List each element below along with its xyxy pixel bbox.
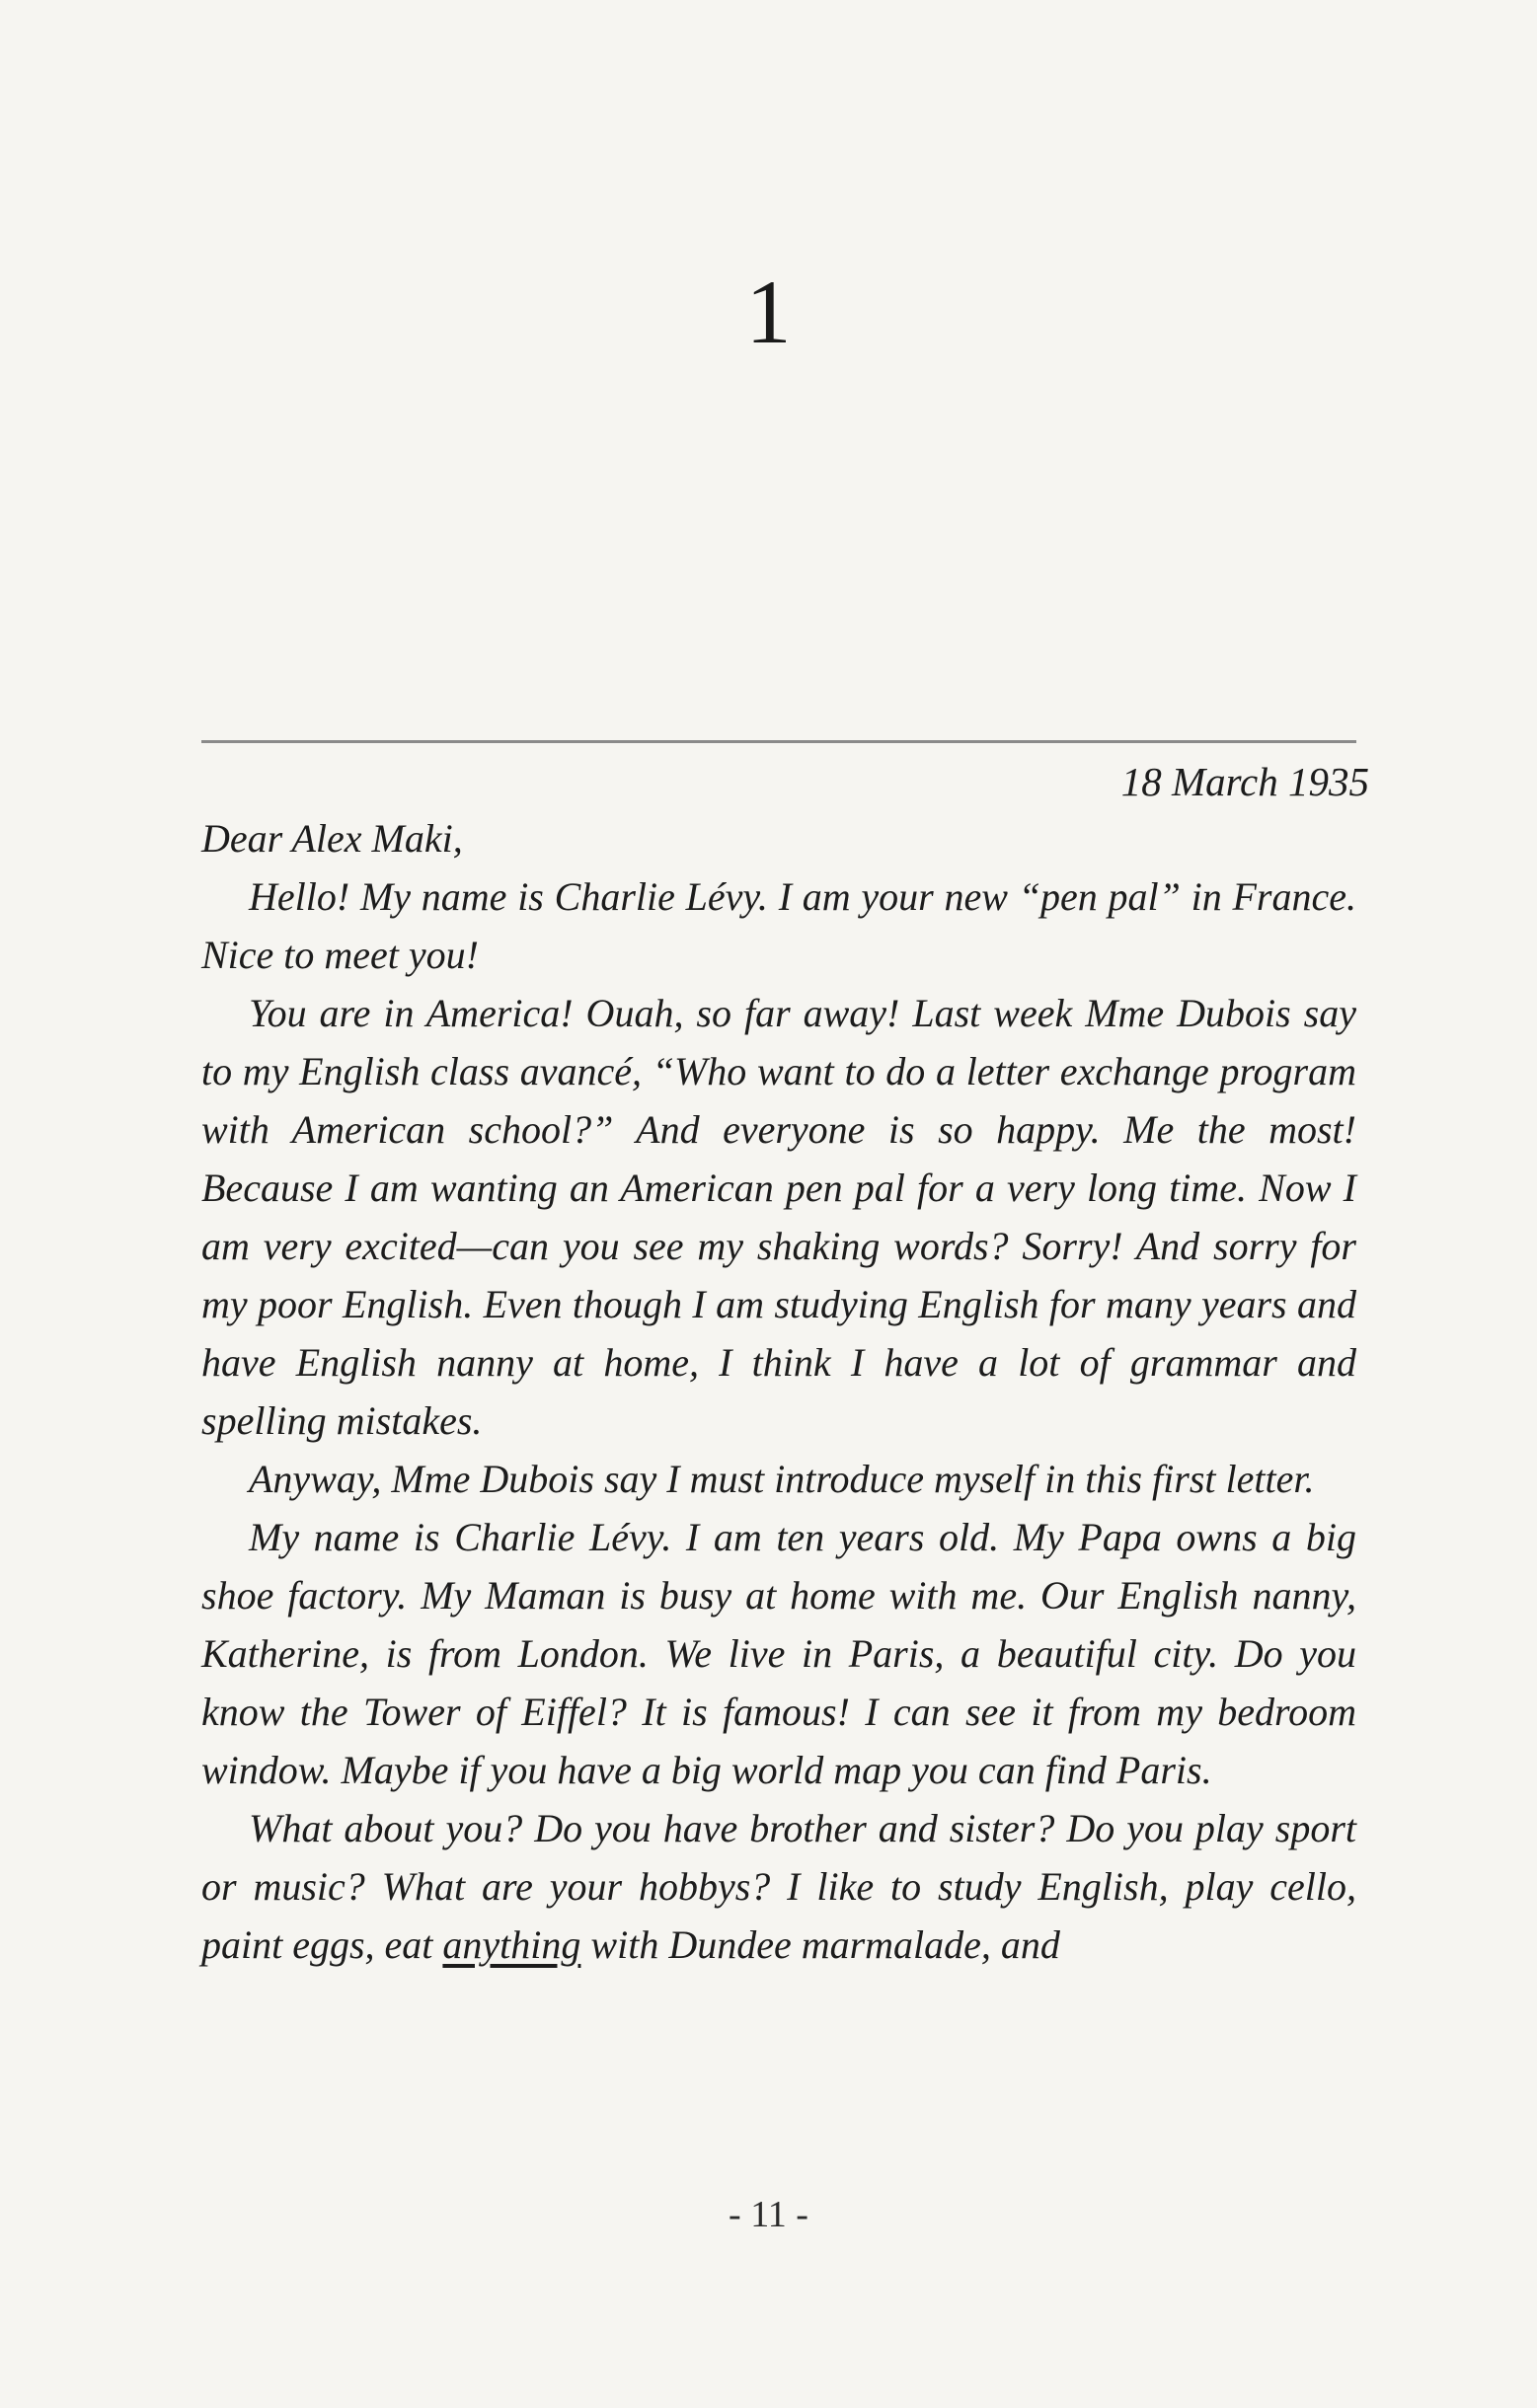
letter-paragraph-last <box>201 1799 1356 1974</box>
letter-paragraph: You are in America! Ouah, so far away! Last week Mme Dubois say to my English class avancé, “Who want to do a letter exchange program with American school?” And everyone is so happy. Me the most! Because I am wanting an American pen pal for a very long time. Now I am very excited—can you see my shaking words? Sorry! And sorry for my poor English. Even though I am studying English for many years and have English nanny at home, I think I have a lot of grammar and spelling mistakes. <box>201 991 1356 1443</box>
page-number: - 11 - <box>729 2194 808 2235</box>
letter-date: 18 March 1935 <box>1120 759 1369 804</box>
letter-paragraph: Hello! My name is Charlie Lévy. I am your new “pen pal” in France. Nice to meet you! <box>201 874 1356 977</box>
chapter-number: 1 <box>745 262 792 362</box>
letter-paragraph: Anyway, Mme Dubois say I must introduce myself in this first letter. <box>249 1457 1315 1501</box>
paragraph-text: What about you? Do you have brother and sister? Do you play sport or music? What are your hobbys? I like to study English, play cello, paint eggs, eat <box>201 1806 1356 1967</box>
letter-paragraph: My name is Charlie Lévy. I am ten years old. My Papa owns a big shoe factory. My Maman is busy at home with me. Our English nanny, Katherine, is from London. We live in Paris, a beautiful city. Do you know the Tower of Eiffel? It is famous! I can see it from my bedroom window. Maybe if you have a big world map you can find Paris. <box>201 1515 1356 1792</box>
letter-body <box>201 809 1356 1974</box>
paragraph-text: with Dundee marmalade, and <box>580 1922 1060 1967</box>
horizontal-rule <box>201 740 1356 743</box>
underlined-word: anything <box>442 1922 581 1967</box>
letter-salutation: Dear Alex Maki, <box>201 816 463 861</box>
